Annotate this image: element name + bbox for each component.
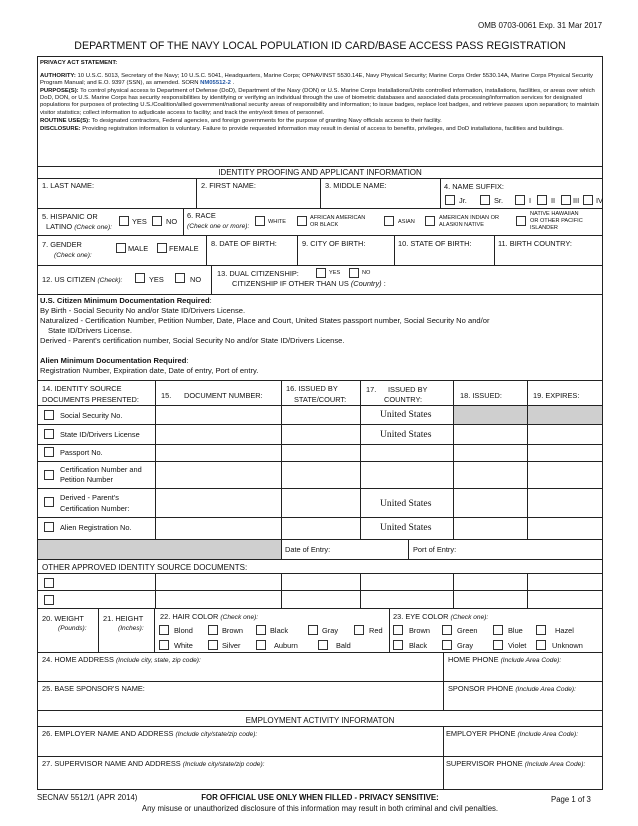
doc-row-5-country: United States [380,498,432,509]
col-17-num: 17. [366,385,377,394]
weight-unit: (Pounds): [58,625,87,632]
name-suffix-label: 4. NAME SUFFIX: [444,182,504,191]
dual-no-checkbox[interactable] [349,268,359,278]
gender-label: 7. GENDER [42,240,82,249]
hair-auburn-label: Auburn [274,641,298,650]
disclosure-text: Providing registration information is voluntary. Failure to provide requested information may result in denial of access to benefits, privileges, and DoD installations, facilities and buildings. [80,125,564,132]
citizenship-other-tail: : [381,279,386,288]
last-name-input[interactable] [38,190,195,207]
eye-blue-label: Blue [508,626,523,635]
col-18-label: 18. ISSUED: [460,391,502,400]
eye-gray-checkbox[interactable] [442,640,452,650]
supervisor-phone-label: SUPERVISOR PHONE [446,759,523,768]
hair-bald-label: Bald [336,641,351,650]
first-name-input[interactable] [197,190,319,207]
hair-auburn-checkbox[interactable] [256,640,266,650]
height-label: 21. HEIGHT [103,614,144,623]
doc-passport-checkbox[interactable] [44,447,54,457]
purpose-text: To control physical access to Department of Defense (DoD), Department of the Navy (DON) or U.S. Marine Corps Installations/Units controlled information, installations, facilities, or areas over which DoD, DON, or U.S. Marine Corps has security responsibilities by identifying or verifying an individual through the use of biometric databases and associated data processing/information services for designated populations for purposes of protecting U.S./Coalition/allied government/national security areas of responsibility and information; to issue badges, replace lost badges, and retrieve passes upon separation; to maintain visitor statistics; collect information to adjudicate access to facility; and track the entry/exit times of personnel. [40,88,599,116]
base-sponsor-label: 25. BASE SPONSOR'S NAME: [42,684,145,693]
eye-violet-label: Violet [508,641,527,650]
suffix-sr-checkbox[interactable] [480,195,490,205]
suffix-iv-checkbox[interactable] [583,195,593,205]
other-doc-2-checkbox[interactable] [44,595,54,605]
hispanic-yes-checkbox[interactable] [119,216,129,226]
us-doc-line-1: By Birth - Social Security No and/or State ID/Drivers License. [40,306,246,315]
hair-brown-label: Brown [222,626,243,635]
race-ai-label-1: AMERICAN INDIAN OR [439,215,499,221]
doc-certification-checkbox[interactable] [44,470,54,480]
hair-red-checkbox[interactable] [354,625,364,635]
home-phone-hint: (Include Area Code): [500,657,562,664]
hispanic-yes-label: YES [132,217,147,226]
hair-white-label: White [174,641,193,650]
city-of-birth-label: 9. CITY OF BIRTH: [302,239,366,248]
dual-yes-checkbox[interactable] [316,268,326,278]
citizenship-country-input[interactable] [408,279,598,289]
alien-doc-colon: : [186,356,189,365]
eye-green-checkbox[interactable] [442,625,452,635]
official-use-tail: : [436,793,439,802]
doc-row-4-label-2: Petition Number [60,475,113,484]
last-name-label: 1. LAST NAME: [42,181,95,190]
supervisor-label: 27. SUPERVISOR NAME AND ADDRESS [42,759,181,768]
routine-text: To designated contractors, Federal agencies, and foreign governments for the purpose of granting Navy officials access to their facility. [90,117,442,124]
section-identity-header: IDENTITY PROOFING AND APPLICANT INFORMATION [218,168,422,177]
us-doc-line-3: Derived - Parent's certification number, Social Security No and/or State ID/Drivers License. [40,336,345,345]
base-sponsor-input[interactable] [38,694,442,709]
supervisor-input[interactable] [38,768,442,788]
doc-row-1-country: United States [380,409,432,420]
middle-name-input[interactable] [321,190,439,207]
doc-row-5-label-2: Certification Number: [60,504,130,513]
suffix-iii-checkbox[interactable] [561,195,571,205]
form-id: SECNAV 5512/1 (APR 2014) [37,793,138,802]
employer-phone-hint: (Include Area Code): [517,731,579,738]
gender-female-label: FEMALE [169,244,199,253]
hair-bald-checkbox[interactable] [318,640,328,650]
race-black-checkbox[interactable] [297,216,307,226]
eye-brown-checkbox[interactable] [393,625,403,635]
eye-green-label: Green [457,626,478,635]
official-use-notice: FOR OFFICIAL USE ONLY WHEN FILLED - PRIVACY SENSITIVE [201,793,437,802]
port-of-entry-label: Port of Entry: [413,545,457,554]
hair-hint: (Check one): [220,614,259,621]
eye-black-label: Black [409,641,428,650]
birth-country-label: 11. BIRTH COUNTRY: [498,239,572,248]
eye-blue-checkbox[interactable] [493,625,503,635]
employer-input[interactable] [38,739,442,756]
eye-unknown-label: Unknown [552,641,583,650]
race-black-label-2: OR BLACK [310,222,339,228]
suffix-jr-label: Jr. [459,196,467,205]
hispanic-no-checkbox[interactable] [152,216,162,226]
supervisor-phone-hint: (Include Area Code): [524,761,586,768]
race-hint: (Check one or more): [187,223,250,230]
home-address-label: 24. HOME ADDRESS [42,655,114,664]
race-asian-label: ASIAN [398,219,415,225]
middle-name-label: 3. MIDDLE NAME: [325,181,387,190]
employer-label: 26. EMPLOYER NAME AND ADDRESS [42,729,174,738]
hispanic-label: 5. HISPANIC OR [42,212,98,221]
hair-blond-checkbox[interactable] [159,625,169,635]
employer-phone-label: EMPLOYER PHONE [446,729,516,738]
citizenship-other-label: CITIZENSHIP IF OTHER THAN US [232,279,349,288]
col-14-label-1: 14. IDENTITY SOURCE [42,384,122,393]
doc-ssn-checkbox[interactable] [44,410,54,420]
doc-row-6-label: Alien Registration No. [60,523,132,532]
misuse-warning: Any misuse or unauthorized disclosure of this information may result in both criminal and civil penalties. [141,804,499,813]
suffix-ii-label: II [551,196,556,205]
height-unit: (Inches): [118,625,144,632]
dual-yes-label: YES [329,270,341,276]
purpose-label: PURPOSE(S): [40,88,79,95]
section-employment-header: EMPLOYMENT ACTIVITY INFORMATON [245,716,395,725]
form-title: DEPARTMENT OF THE NAVY LOCAL POPULATION ID CARD/BASE ACCESS PASS REGISTRATION [74,40,566,52]
race-nh-label-1: NATIVE HAWAIIAN [530,211,579,217]
race-ai-label-2: ALASKIN NATIVE [439,222,484,228]
col-17-label-2: COUNTRY: [384,395,423,404]
suffix-sr-label: Sr. [494,196,504,205]
shaded-cell-entry [38,539,281,559]
date-of-entry-label: Date of Entry: [285,545,331,554]
state-of-birth-label: 10. STATE OF BIRTH: [398,239,472,248]
dual-no-label: NO [362,270,371,276]
latino-label: LATINO [46,222,73,231]
routine-label: ROUTINE USE(S): [40,117,91,124]
suffix-jr-checkbox[interactable] [445,195,455,205]
race-white-label: WHITE [268,219,287,225]
hair-red-label: Red [369,626,383,635]
sponsor-phone-hint: (Include Area Code): [515,686,576,693]
eye-violet-checkbox[interactable] [493,640,503,650]
gender-hint: (Check one): [54,252,92,259]
employer-phone-input[interactable] [444,739,602,756]
sponsor-phone-input[interactable] [444,694,602,709]
hair-gray-checkbox[interactable] [308,625,318,635]
race-label: 6. RACE [187,211,216,220]
us-citizen-no-checkbox[interactable] [175,273,185,283]
home-phone-input[interactable] [444,664,602,681]
hair-blond-label: Blond [174,626,193,635]
doc-derived-checkbox[interactable] [44,497,54,507]
doc-row-5-label-1: Derived - Parent's [60,493,119,502]
sorn-link[interactable]: NM05512-2 [200,80,231,87]
hispanic-no-label: NO [166,217,178,226]
alien-doc-line-1: Registration Number, Expiration date, Date of entry, Port of entry. [40,366,259,375]
suffix-i-label: I [529,196,532,205]
home-phone-label: HOME PHONE [448,655,499,664]
hair-label: 22. HAIR COLOR [160,612,219,621]
doc-row-2-label: State ID/Drivers License [60,430,140,439]
hispanic-hint: (Check one): [74,224,112,231]
eye-hazel-checkbox[interactable] [536,625,546,635]
eye-unknown-checkbox[interactable] [536,640,546,650]
us-citizen-yes-checkbox[interactable] [135,273,145,283]
race-white-checkbox[interactable] [255,216,265,226]
col-19-label: 19. EXPIRES: [533,391,580,400]
suffix-iv-label: IV [596,196,603,205]
doc-row-2-country: United States [380,429,432,440]
sponsor-phone-label: SPONSOR PHONE [448,684,514,693]
home-address-hint: (Include city, state, zip code): [115,657,201,664]
authority-label: AUTHORITY: [40,73,76,80]
eye-label: 23. EYE COLOR [393,612,449,621]
col-16-label-1: 16. ISSUED BY [286,384,338,393]
sorn-tail: . [230,80,235,87]
gender-male-label: MALE [128,244,149,253]
us-citizen-no-label: NO [190,275,202,284]
col-17-label-1: ISSUED BY [388,385,428,394]
documentation-requirements [40,296,600,376]
eye-hint: (Check one): [450,614,489,621]
weight-label: 20. WEIGHT [42,614,84,623]
doc-row-6-country: United States [380,522,432,533]
employer-hint: (Include city/state/zip code): [175,731,258,738]
gender-female-checkbox[interactable] [157,243,167,253]
privacy-act-statement [40,60,600,134]
eye-gray-label: Gray [457,641,474,650]
race-black-label-1: AFRICAN AMERICAN [310,215,366,221]
race-nh-label-2: OR OTHER PACIFIC [530,218,583,224]
us-doc-colon: : [209,296,212,305]
page-number: Page 1 of 3 [551,795,591,804]
hair-black-checkbox[interactable] [256,625,266,635]
us-doc-line-2b: State ID/Drivers License. [48,326,132,335]
suffix-ii-checkbox[interactable] [537,195,547,205]
us-citizen-label: 12. US CITIZEN [42,275,96,284]
other-docs-label: OTHER APPROVED IDENTITY SOURCE DOCUMENTS: [42,563,248,572]
col-15-num: 15. [161,391,172,400]
suffix-iii-label: III [573,196,580,205]
authority-text: 10 U.S.C. 5013, Secretary of the Navy; 10 U.S.C. 5041, Headquarters, Marine Corps; OPNAVINST 5530.14E, Navy Physical Security; Marine Corps Order 5530.14A, Marine Corps Physical Security Program Manual; and E.O. 9397 (SSN), as amended. SORN [40,73,593,87]
race-asian-checkbox[interactable] [384,216,394,226]
privacy-heading: PRIVACY ACT STATEMENT: [40,60,118,66]
omb-number: OMB 0703-0061 Exp. 31 Mar 2017 [478,21,603,30]
hair-black-label: Black [270,626,289,635]
alien-doc-heading: Alien Minimum Documentation Required [40,356,187,365]
first-name-label: 2. FIRST NAME: [201,181,256,190]
eye-brown-label: Brown [409,626,430,635]
hair-silver-checkbox[interactable] [208,640,218,650]
suffix-i-checkbox[interactable] [515,195,525,205]
dual-citizenship-label: 13. DUAL CITIZENSHIP: [217,269,299,278]
hair-white-checkbox[interactable] [159,640,169,650]
date-of-birth-label: 8. DATE OF BIRTH: [211,239,277,248]
race-american-indian-checkbox[interactable] [425,216,435,226]
doc-state-id-checkbox[interactable] [44,429,54,439]
supervisor-phone-input[interactable] [444,768,602,788]
disclosure-label: DISCLOSURE: [40,125,81,132]
us-doc-line-2: Naturalized - Certification Number, Petition Number, Date, Place and Court, United States passport number, Social Security No and/or [40,316,490,325]
eye-black-checkbox[interactable] [393,640,403,650]
citizenship-other-hint: (Country) [350,279,382,288]
hair-gray-label: Gray [322,626,339,635]
us-doc-heading: U.S. Citizen Minimum Documentation Required [40,296,210,305]
doc-alien-checkbox[interactable] [44,522,54,532]
home-address-input[interactable] [38,664,442,681]
hair-silver-label: Silver [222,641,241,650]
doc-row-3-label: Passport No. [60,448,103,457]
eye-hazel-label: Hazel [555,626,574,635]
hair-brown-checkbox[interactable] [208,625,218,635]
doc-row-1-label: Social Security No. [60,411,123,420]
col-16-label-2: STATE/COURT: [294,395,347,404]
col-14-label-2: DOCUMENTS PRESENTED: [42,395,139,404]
us-citizen-hint: (Check): [97,277,123,284]
race-native-hawaiian-checkbox[interactable] [516,216,526,226]
race-nh-label-3: ISLANDER [530,225,558,231]
supervisor-hint: (Include city/state/zip code): [182,761,265,768]
col-15-label: DOCUMENT NUMBER: [184,391,263,400]
gender-male-checkbox[interactable] [116,243,126,253]
us-citizen-yes-label: YES [149,275,164,284]
doc-row-4-label-1: Certification Number and [60,465,142,474]
other-doc-1-checkbox[interactable] [44,578,54,588]
